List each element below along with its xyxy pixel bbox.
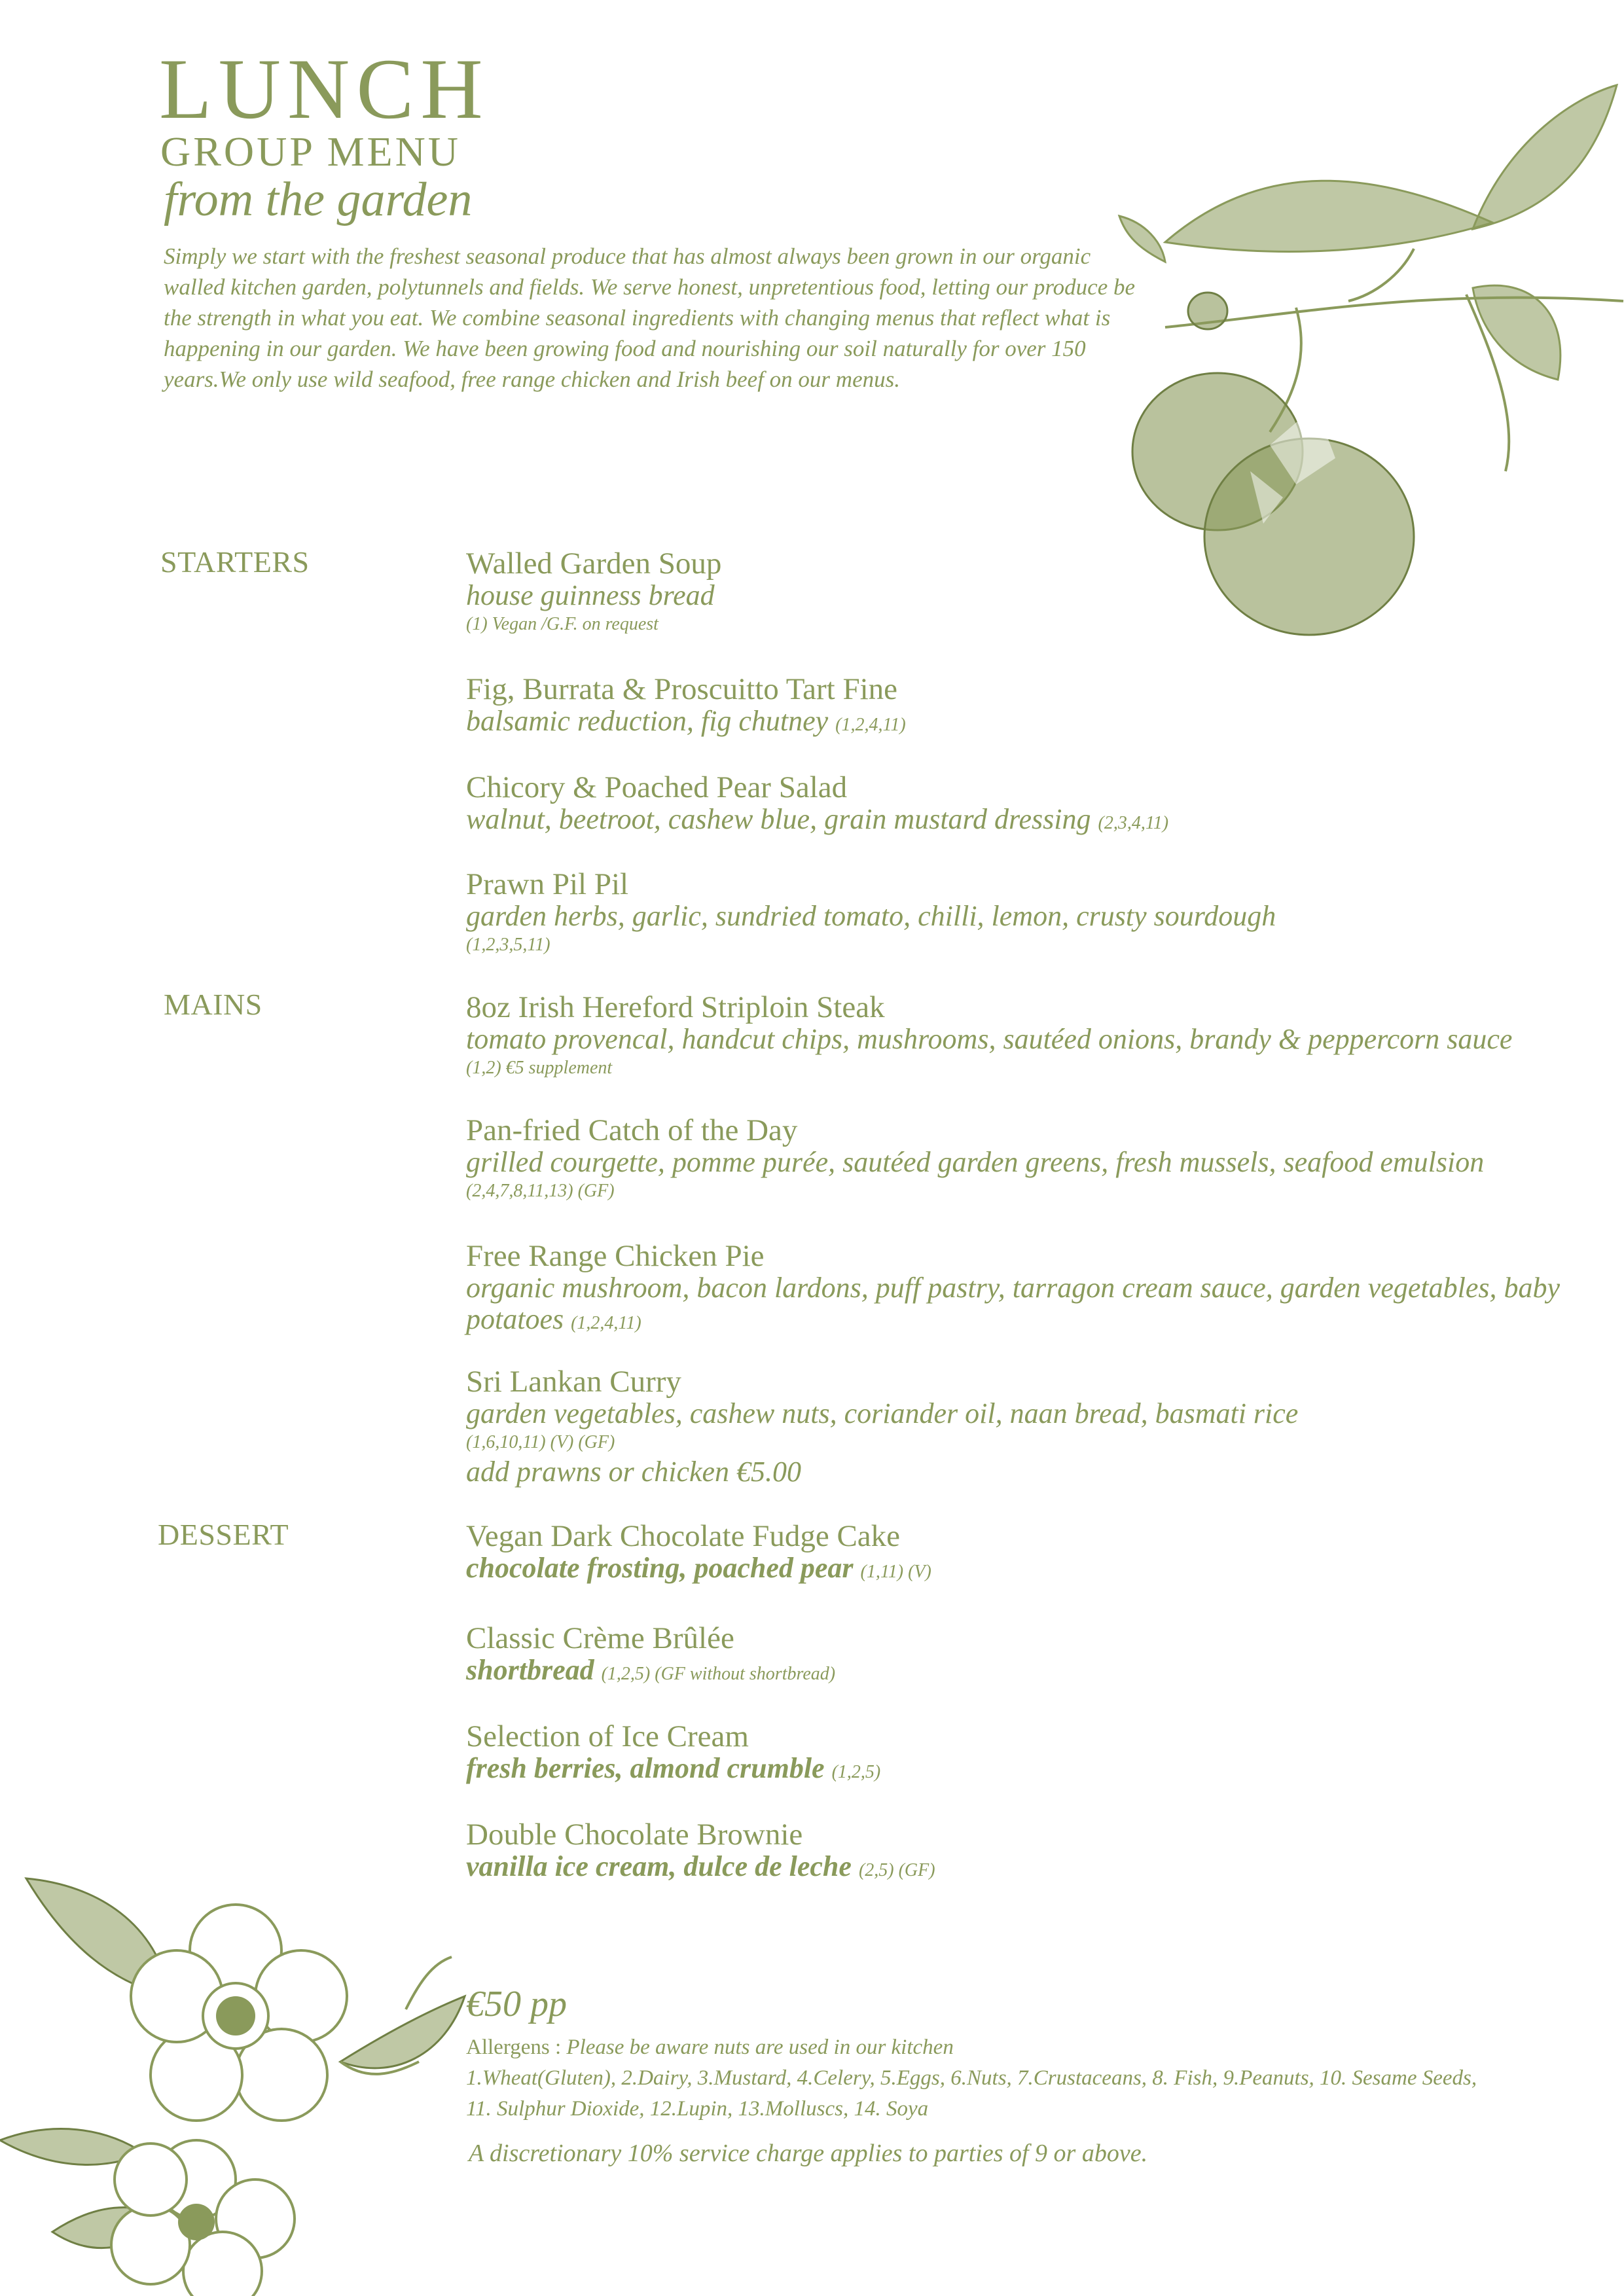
section-label-dessert: DESSERT	[158, 1518, 289, 1551]
item-description: walnut, beetroot, cashew blue, grain mustard dressing	[466, 803, 1091, 835]
item-name: Vegan Dark Chocolate Fudge Cake	[466, 1519, 901, 1553]
item-description: fresh berries, almond crumble	[466, 1752, 825, 1784]
item-note: (1) Vegan /G.F. on request	[466, 614, 659, 634]
item-name: Free Range Chicken Pie	[466, 1239, 765, 1273]
menu-item	[466, 1114, 1592, 1204]
item-allergens: (2,3,4,11)	[1098, 813, 1169, 833]
section-label-mains: MAINS	[164, 988, 262, 1021]
item-note: (1,2) €5 supplement	[466, 1058, 613, 1078]
menu-item	[466, 1240, 1592, 1339]
item-allergens: (1,2,4,11)	[571, 1313, 641, 1333]
item-note: (1,2,3,5,11)	[466, 935, 550, 955]
item-name: Double Chocolate Brownie	[466, 1818, 803, 1852]
allergens-note: Please be aware nuts are used in our kitchen	[566, 2036, 954, 2059]
item-allergens: (1,2,5) (GF without shortbread)	[601, 1664, 836, 1684]
intro-paragraph: Simply we start with the freshest seasonal produce that has almost always been grown in our organic walled kitchen garden, polytunnels and fields. We serve honest, unpretentious food, letting our produce be the strength in what you eat. We combine seasonal ingredients with changing menus that reflect what is happening in our garden. We have been growing food and nourishing our soil naturally for over 150 years.We only use wild seafood, free range chicken and Irish beef on our menus.	[164, 243, 1136, 392]
item-name: 8oz Irish Hereford Striploin Steak	[466, 990, 885, 1024]
item-description: shortbread	[466, 1654, 594, 1686]
service-charge-note: A discretionary 10% service charge applies to parties of 9 or above.	[469, 2140, 1148, 2167]
item-allergens: (1,11) (V)	[860, 1562, 931, 1582]
menu-item	[466, 547, 1592, 637]
section-label-starters: STARTERS	[160, 545, 310, 579]
item-name: Fig, Burrata & Proscuitto Tart Fine	[466, 672, 898, 706]
menu-item	[466, 1520, 1592, 1588]
menu-item	[466, 1365, 1592, 1488]
allergens-label: Allergens :	[466, 2036, 562, 2059]
menu-tagline: from the garden	[164, 173, 473, 226]
menu-subtitle: GROUP MENU	[160, 128, 461, 175]
menu-item	[466, 868, 1592, 958]
allergens-list: 1.Wheat(Gluten), 2.Dairy, 3.Mustard, 4.Celery, 5.Eggs, 6.Nuts, 7.Crustaceans, 8. Fish, 9.Peanuts, 10. Sesame Seeds,	[466, 2066, 1477, 2090]
item-allergens: (1,2,4,11)	[835, 715, 906, 735]
item-allergens: (2,5) (GF)	[858, 1860, 935, 1880]
item-description: garden herbs, garlic, sundried tomato, chilli, lemon, crusty sourdough	[466, 900, 1276, 932]
item-note: (1,6,10,11) (V) (GF)	[466, 1432, 615, 1452]
item-description: garden vegetables, cashew nuts, coriander oil, naan bread, basmati rice	[466, 1397, 1299, 1429]
item-name: Classic Crème Brûlée	[466, 1621, 734, 1655]
item-description: vanilla ice cream, dulce de leche	[466, 1850, 852, 1882]
menu-item	[466, 991, 1592, 1081]
item-name: Selection of Ice Cream	[466, 1719, 749, 1753]
menu-item	[466, 1720, 1592, 1788]
item-allergens: (1,2,5)	[831, 1762, 881, 1782]
item-name: Prawn Pil Pil	[466, 867, 629, 901]
item-description: balsamic reduction, fig chutney	[466, 705, 829, 737]
item-name: Chicory & Poached Pear Salad	[466, 770, 848, 804]
menu-item	[466, 771, 1592, 839]
allergens-list: 11. Sulphur Dioxide, 12.Lupin, 13.Molluscs, 14. Soya	[466, 2097, 929, 2121]
menu-title: LUNCH	[159, 41, 490, 137]
item-name: Walled Garden Soup	[466, 547, 722, 581]
item-description: house guinness bread	[466, 579, 715, 611]
item-name: Sri Lankan Curry	[466, 1365, 681, 1399]
menu-item	[466, 1622, 1592, 1690]
item-description: tomato provencal, handcut chips, mushrooms, sautéed onions, brandy & peppercorn sauce	[466, 1023, 1513, 1055]
item-name: Pan-fried Catch of the Day	[466, 1113, 798, 1147]
menu-item	[466, 1818, 1592, 1886]
item-description: grilled courgette, pomme purée, sautéed garden greens, fresh mussels, seafood emulsion	[466, 1146, 1485, 1178]
allergen-info	[466, 2032, 1592, 2125]
item-note: (2,4,7,8,11,13) (GF)	[466, 1181, 615, 1201]
price: €50 pp	[466, 1984, 567, 2024]
item-extra: add prawns or chicken €5.00	[466, 1456, 802, 1488]
wild-rose-illustration	[0, 1865, 471, 2296]
menu-item	[466, 673, 1592, 741]
item-description: chocolate frosting, poached pear	[466, 1552, 854, 1584]
item-description: organic mushroom, bacon lardons, puff pastry, tarragon cream sauce, garden vegetables, baby potatoes	[466, 1272, 1561, 1335]
